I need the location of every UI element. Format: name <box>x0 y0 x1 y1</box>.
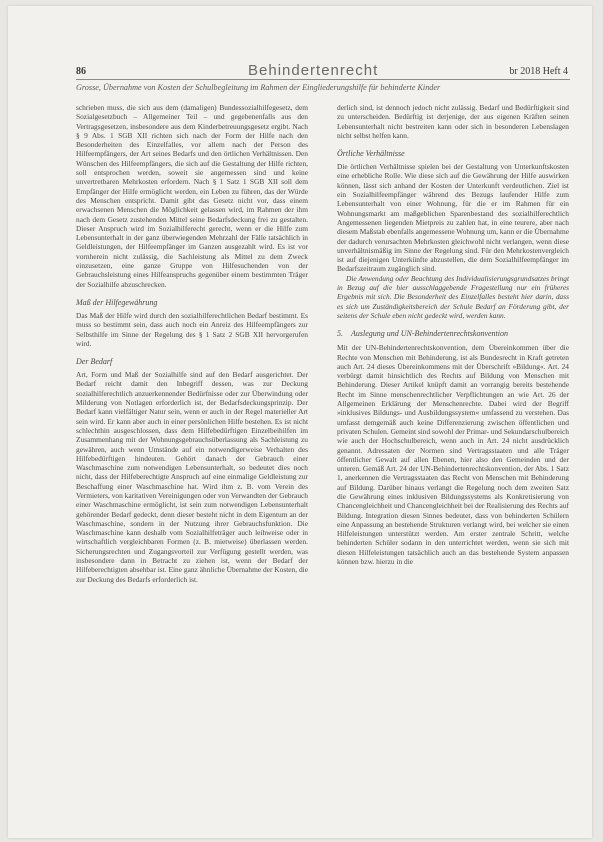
page-number: 86 <box>76 66 86 77</box>
paragraph: derlich sind, ist dennoch jedoch nicht zulässig. Bedarf und Bedürftigkeit sind zu unterscheiden. Bedürftig ist derjenige, der aus eigenen Kräften seinen Lebensunterhalt nicht bestreiten kann oder sich in besonderen Lebenslagen nicht selbst helfen kann. <box>337 103 569 140</box>
journal-title: Behindertenrecht <box>248 62 379 79</box>
issue-label: br 2018 Heft 4 <box>509 66 568 77</box>
paragraph: Die Anwendung oder Beachtung des Individualisierungsgrundsatzes bringt in Bezug auf die hier ausschlaggebende Fragestellung nur ein früheres Ergebnis mit sich. Die Besonderheit des Einzelfalles besteht hier darin, dass es sich um Zuständigkeitsbereich der Schule Bedarf an Förderung gibt, der seitens der Schule eben nicht gedeckt wird, werden kann. <box>337 273 569 320</box>
section-heading: Örtliche Verhältnisse <box>337 149 405 159</box>
paragraph: Die örtlichen Verhältnisse spielen bei der Gestaltung von Unterkunftskosten eine erhebliche Rolle. Wie diese sich auf die Gewährung der Hilfe auswirken können, lässt sich anhand der Kosten der Unterkunft verdeutlichen. Ziel ist ein Sozialhilfeempfänger während des Bezugs laufender Hilfe zum Lebensunterhalt von einer Wohnung, für die er im Rahmen für ein Wohnungsmarkt am maßgeblichen Sparenbestand des sozialhilferechtlich Angemessenen liegenden Mietpreis zu zahlen hat, in eine teurere, aber nach diesem Maßstab ebenfalls angemessene Wohnung um, kann er die Übernahme der dadurch verursachten Mehrkosten gleichwohl nicht verlangen, wenn diese unverhältnismäßig im Sinne der Regelung sind. Für den Mehrkostenvergleich ist auf diejenigen Unterkünfte abzustellen, die dem Sozialhilfeempfänger im Bedarfszeitraum zugänglich sind. <box>337 162 569 274</box>
paragraph: schrieben muss, die sich aus dem (damaligen) Bundessozialhilfegesetz, dem Sozialgesetzbuch – Allgemeiner Teil – und gegebenenfalls aus den Vertragsgesetzen, insbesondere aus dem Kinderbetreuungsgesetz ergibt. Nach § 9 Abs. 1 SGB XII richten sich nach der Form der Hilfe nach den Besonderheiten des Einzelfalles, vor allem nach der Person des Hilfeempfängers, der Art seines Bedarfs und den örtlichen Verhältnissen. Den Wünschen des Hilfeempfängers, die sich auf die Gestaltung der Hilfe richten, soll entsprochen werden, soweit sie angemessen sind und keine unvertretbaren Mehrkosten erfordern. Nach § 1 Satz 1 SGB XII soll dem Empfänger der Hilfe ermöglicht werden, ein Leben zu führen, das der Würde des Menschen entspricht. Damit gibt das Gesetz nicht vor, dass einem erwachsenen Menschen die Möglichkeit gelassen wird, im Rahmen der ihm nach dem Gesetz zustehenden Mittel seine Bedarfsdeckung frei zu gestalten. Dieser Anspruch wird im Sozialhilferecht gerecht, wenn er die Hilfe zum Lebensunterhalt in der ganz überwiegenden Mehrzahl der Fälle tatsächlich in Geldleistungen, der Hilfeempfänger im Ganzen ausgezahlt wird. Es ist vor vornherein nicht zulässig, die Sachleistung als Mittel zu dem Zweck einzusetzen, eine ganze Gruppe von Hilfesuchenden von der Gebrauchsleistung eines Hilfeanspruchs gegenüber einem bestimmten Träger der Sozialhilfe abzuschrecken. <box>76 103 308 289</box>
right-column <box>337 103 569 803</box>
page-header <box>76 63 570 80</box>
document-page <box>8 6 592 838</box>
numbered-section-heading <box>337 329 569 338</box>
section-heading-text: Auslegung und UN-Behindertenrechtskonvention <box>351 329 508 339</box>
paragraph: Mit der UN-Behindertenrechtskonvention, dem Übereinkommen über die Rechte von Menschen mit Behinderung, ist als Bundesrecht in Kraft getreten auch Art. 24 dieses Übereinkommens mit der Überschrift »Bildung«. Art. 24 verbürgt damit hinsichtlich des Rechts auf Bildung von Menschen mit Behinderung. Dieser Artikel knüpft damit an vorrangig bereits bestehende Recht im Sinne menschenrechtlicher Verpflichtungen an wie Art. 26 der Allgemeinen Erklärung der Menschenrechte. Dabei wird der Begriff »inklusives Bildungs- und Ausbildungssystem« umfassend zu verstehen. Das umfasst demgemäß auch keine Differenzierung zwischen öffentlichen und privaten Schulen. Gemeint sind sowohl der Primar- und Sekundarschulbereich wie auch der Hochschulbereich, wenn auch in Art. 24 nicht ausdrücklich genannt. Adressaten der Normen sind Vertragsstaaten und alle Träger öffentlicher Gewalt auf allen Ebenen, hier also den Gemeinden und der unteren. Gemäß Art. 24 der UN-Behindertenrechtskonvention, der Abs. 1 Satz 1, anerkennen die Vertragsstaaten das Recht von Menschen mit Behinderung auf Bildung. Darüber hinaus verlangt die Regelung noch dem zweiten Satz die Gewährung eines inklusiven Bildungssystems als Konkretisierung von Chancengleichheit und Chancengleichheit bei der Realisierung des Rechts auf Bildung. Integration diesen Sinnes bedeutet, dass von behinderten Schülern eine Anpassung an bestehende Strukturen verlangt wird, bei welcher sie einen Hilfeleistungen unterstützt werden. Am erster zentrale Schritt, welche behinderten Schüler sodann in den unterrichtet werden, wenn sie sich mit diesen Hilfeleistungen tatsächlich auch an das bestehende System anpassen können bzw. hierzu in die <box>337 343 569 567</box>
section-heading: Maß der Hilfegewährung <box>76 297 158 307</box>
section-number: 5. <box>337 329 343 339</box>
left-column <box>76 103 308 803</box>
section-heading: Der Bedarf <box>76 357 113 367</box>
running-title: Grosse, Übernahme von Kosten der Schulbegleitung im Rahmen der Eingliederungshilfe für behinderte Kinder <box>76 83 441 92</box>
paragraph: Das Maß der Hilfe wird durch den sozialhilferechtlichen Bedarf bestimmt. Es muss so bestimmt sein, dass auch noch ein Anreiz des Hilfeempfängers zur Selbsthilfe im Sinne der Regelung des § 1 Satz 2 SGB XII hervorgerufen wird. <box>76 310 308 348</box>
paragraph: Art, Form und Maß der Sozialhilfe sind auf den Bedarf ausgerichtet. Der Bedarf reicht damit den Inbegriff dessen, was zur Deckung sozialhilferechtlich anzuerkennender Bedürfnisse oder zur Überwindung oder Milderung von Notlagen erforderlich ist, der Bedarfsdeckungsprinzip. Der Bedarf kann vielfältiger Natur sein, wenn er auch in der Regel materieller Art sein wird. Er kann aber auch in einer persönlichen Hilfe bestehen. Es ist nicht schlechthin ausgeschlossen, dass dem Hilfebedürftigen Einzelbeihilfen im Zusammenhang mit der Wohnungsgebrauchsüberlassung als Sachleistung zu gewähren, auch wenn Umstände auf ein notwendigerweise Verhalten des Hilfebedürftigen hindeuten. Gehört danach der Gebrauch einer Waschmaschine zum notwendigen Lebensunterhalt, so bedeutet dies noch nicht, dass der Hilfeberechtigte Anspruch auf eine einmalige Geldleistung zur Beschaffung einer Waschmaschine hat. Wird ihm z. B. vom Verein des Vermieters, von karitativen Vereinigungen oder von Verwandten der Gebrauch einer Waschmaschine ermöglicht, ist sein zum notwendigen Lebensunterhalt gehörender Bedarf gedeckt, denn dieser besteht nicht in dem Eigentum an der Waschmaschine, sondern in der Nutzung ihrer Gebrauchsfunktion. Die Waschmaschine kann deshalb vom Sozialhilfeträger auch leihweise oder in wirtschaftlich vergleichbaren Formen (z. B. mietweise) überlassen werden. Sicherungsrechten und Zugangsvorteil zur Verfügung gestellt werden, was insbesondere dann in Betracht zu ziehen ist, wenn der Bedarf der Hilfeberechtigten absehbar ist. Eine ganz ähnliche Übernahme der Kosten, die zur Deckung des Bedarfs erforderlich ist. <box>76 370 308 584</box>
